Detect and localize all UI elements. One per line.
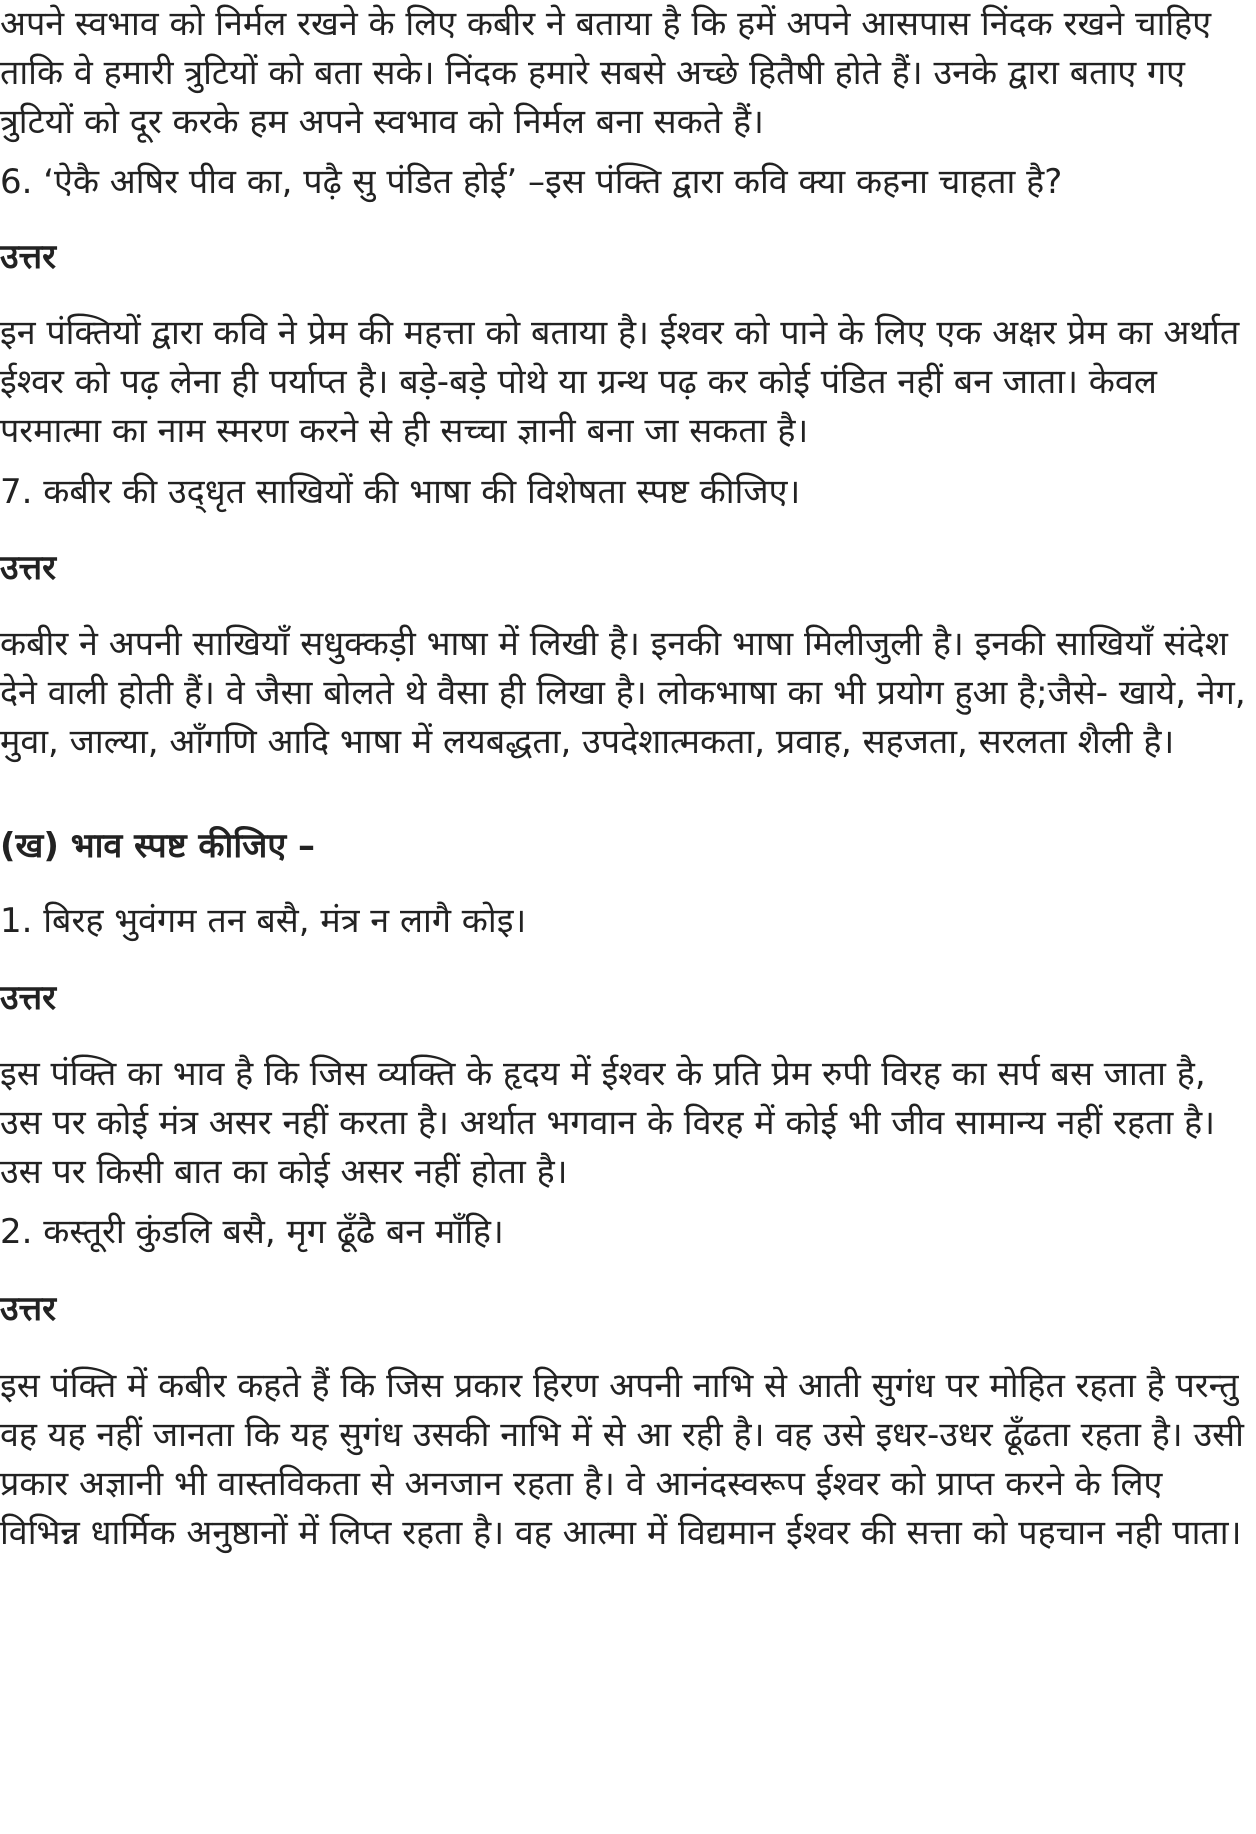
answer-6: इन पंक्तियों द्वारा कवि ने प्रेम की महत्ता को बताया है। ईश्वर को पाने के लिए एक अक्षर प्रेम का अर्थात ईश्वर को पढ़ लेना ही पर्याप्त है। बड़े-बड़े पोथे या ग्रन्थ पढ़ कर कोई पंडित नहीं बन जाता। केवल परमात्मा का नाम स्मरण करने से ही सच्चा ज्ञानी बना जा सकता है। bbox=[0, 313, 1240, 451]
answer-heading-s2: उत्तर bbox=[0, 1289, 57, 1329]
section-heading-kha: (ख) भाव स्पष्ट कीजिए – bbox=[0, 826, 315, 866]
intro-paragraph: अपने स्वभाव को निर्मल रखने के लिए कबीर ने बताया है कि हमें अपने आसपास निंदक रखने चाहिए ताकि वे हमारी त्रुटियों को बता सके। निंदक हमारे सबसे अच्छे हितैषी होते हैं। उनके द्वारा बताए गए त्रुटियों को दूर करके हम अपने स्वभाव को निर्मल बना सकते हैं। bbox=[0, 4, 1212, 142]
question-7: 7. कबीर की उद्‌धृत साखियों की भाषा की विशेषता स्पष्ट कीजिए। bbox=[0, 472, 801, 512]
answer-heading-7: उत्तर bbox=[0, 548, 57, 588]
explain-answer-2: इस पंक्ति में कबीर कहते हैं कि जिस प्रकार हिरण अपनी नाभि से आती सुगंध पर मोहित रहता है परन्तु वह यह नहीं जानता कि यह सुगंध उसकी नाभि में से आ रही है। वह उसे इधर-उधर ढूँढता रहता है। उसी प्रकार अज्ञानी भी वास्तविकता से अनजान रहता है। वे आनंदस्वरूप ईश्वर को प्राप्त करने के लिए विभिन्न धार्मिक अनुष्ठानों में लिप्त रहता है। वह आत्मा में विद्यमान ईश्वर की सत्ता को पहचान नही पाता। bbox=[0, 1366, 1244, 1553]
answer-7: कबीर ने अपनी साखियाँ सधुक्कड़ी भाषा में लिखी है। इनकी भाषा मिलीजुली है। इनकी साखियाँ संदेश देने वाली होती हैं। वे जैसा बोलते थे वैसा ही लिखा है। लोकभाषा का भी प्रयोग हुआ है;जैसे- खाये, नेग, मुवा, जाल्या, आँगणि आदि भाषा में लयबद्धता, उपदेशात्मकता, प्रवाह, सहजता, सरलता शैली है। bbox=[0, 624, 1246, 762]
explain-answer-1: इस पंक्ति का भाव है कि जिस व्यक्ति के हृदय में ईश्वर के प्रति प्रेम रुपी विरह का सर्प बस जाता है, उस पर कोई मंत्र असर नहीं करता है। अर्थात भगवान के विरह में कोई भी जीव सामान्य नहीं रहता है। उस पर किसी बात का कोई असर नहीं होता है। bbox=[0, 1054, 1216, 1192]
explain-question-1: 1. बिरह भुवंगम तन बसै, मंत्र न लागै कोइ। bbox=[0, 901, 527, 941]
explain-question-2: 2. कस्तूरी कुंडलि बसै, मृग ढूँढै बन माँहि। bbox=[0, 1212, 504, 1252]
question-6: 6. ‘ऐकै अषिर पीव का, पढ़ै सु पंडित होई’ –इस पंक्ति द्वारा कवि क्या कहना चाहता है? bbox=[0, 162, 1063, 202]
answer-heading-s1: उत्तर bbox=[0, 978, 57, 1018]
answer-heading-6: उत्तर bbox=[0, 237, 57, 277]
